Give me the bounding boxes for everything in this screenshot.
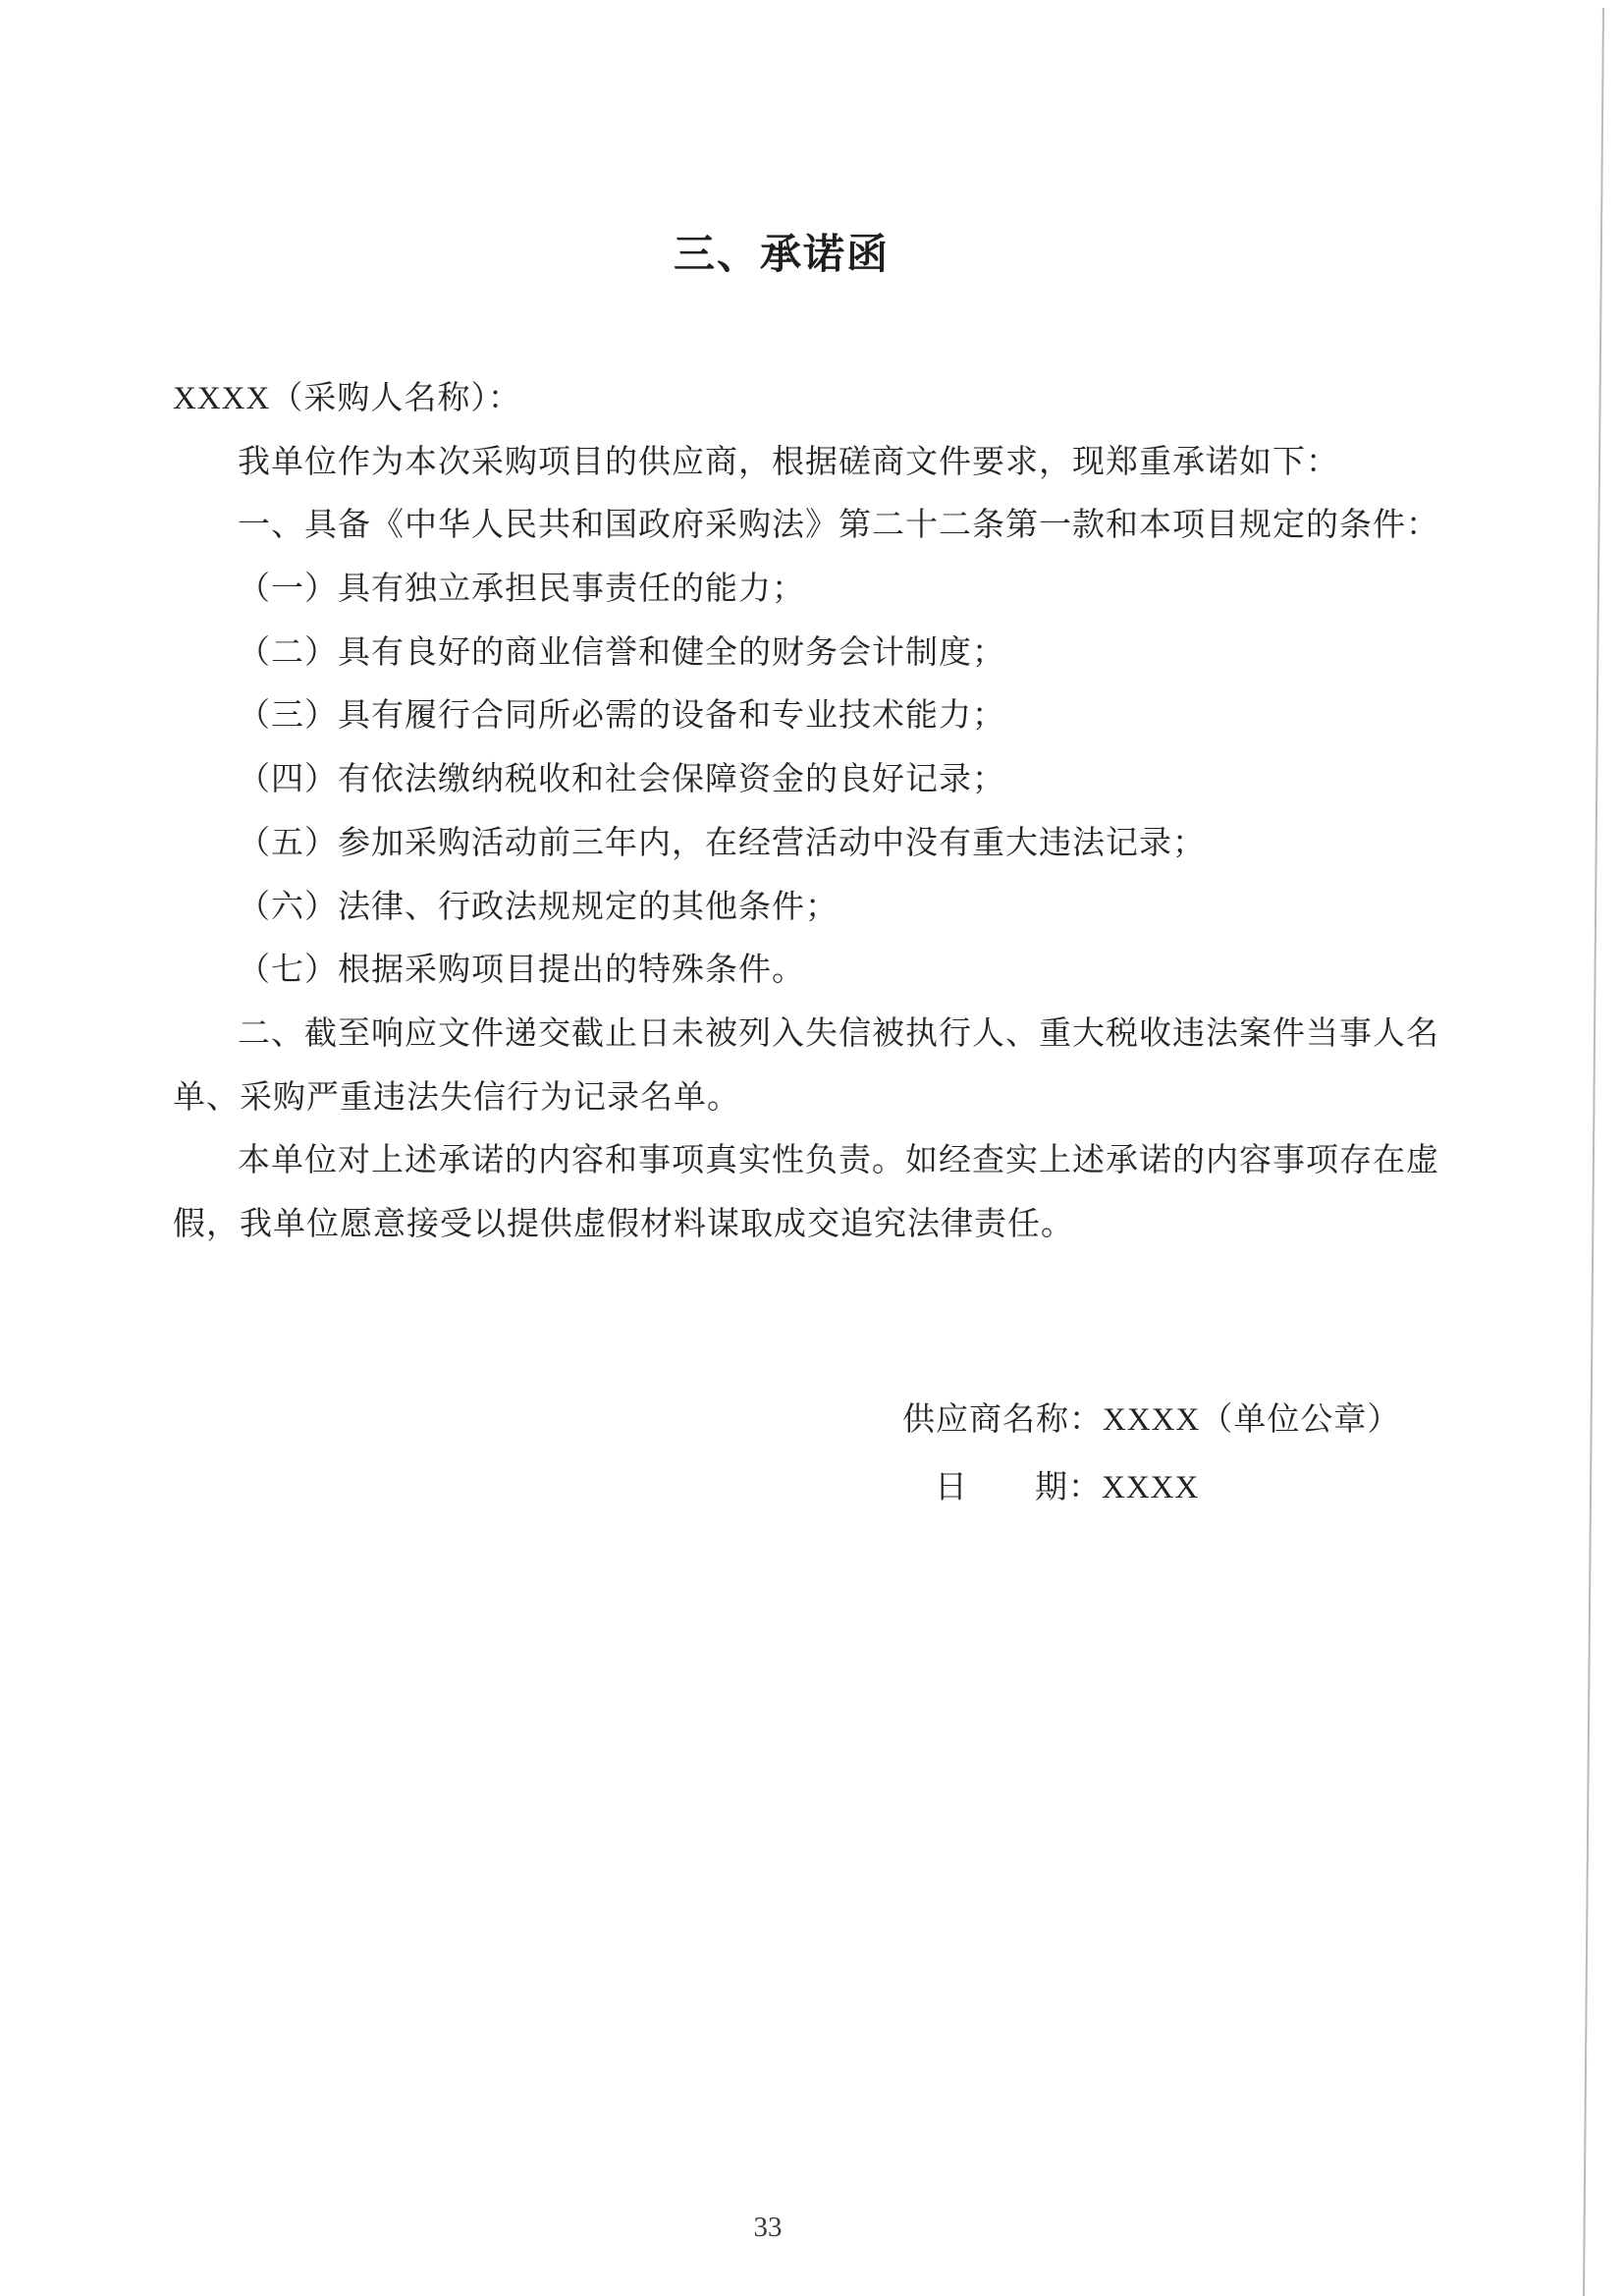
list-item-line: （一）具有独立承担民事责任的能力； bbox=[238, 572, 805, 608]
body-line: 本单位对上述承诺的内容和事项真实性负责。如经查实上述承诺的内容事项存在虚 bbox=[238, 1143, 1439, 1179]
body-line: 一、具备《中华人民共和国政府采购法》第二十二条第一款和本项目规定的条件： bbox=[238, 508, 1439, 544]
page-number: 33 bbox=[753, 2212, 783, 2243]
body-line: 单、采购严重违法失信行为记录名单。 bbox=[173, 1079, 740, 1116]
supplier-signature-line: 供应商名称：XXXX（单位公章） bbox=[902, 1402, 1401, 1438]
body-line: 二、截至响应文件递交截止日未被列入失信被执行人、重大税收违法案件当事人名 bbox=[238, 1015, 1439, 1052]
date-signature-line: 日 期：XXXX bbox=[935, 1470, 1200, 1505]
list-item-line: （二）具有良好的商业信誉和健全的财务会计制度； bbox=[238, 634, 1005, 671]
signature-block bbox=[902, 1387, 1400, 1522]
body-line: 我单位作为本次采购项目的供应商，根据磋商文件要求，现郑重承诺如下： bbox=[238, 444, 1339, 480]
page-title: 三、承诺函 bbox=[673, 233, 890, 278]
document-body bbox=[173, 367, 1449, 1257]
list-item-line: （六）法律、行政法规规定的其他条件； bbox=[238, 889, 839, 925]
list-item-line: （四）有依法缴纳税收和社会保障资金的良好记录； bbox=[238, 762, 1005, 798]
list-item-line: （七）根据采购项目提出的特殊条件。 bbox=[238, 953, 805, 989]
body-line: 假，我单位愿意接受以提供虚假材料谋取成交追究法律责任。 bbox=[173, 1206, 1074, 1242]
list-item-line: （五）参加采购活动前三年内，在经营活动中没有重大违法记录； bbox=[238, 825, 1206, 861]
salutation-line: XXXX（采购人名称）： bbox=[173, 381, 521, 416]
list-item-line: （三）具有履行合同所必需的设备和专业技术能力； bbox=[238, 698, 1005, 735]
